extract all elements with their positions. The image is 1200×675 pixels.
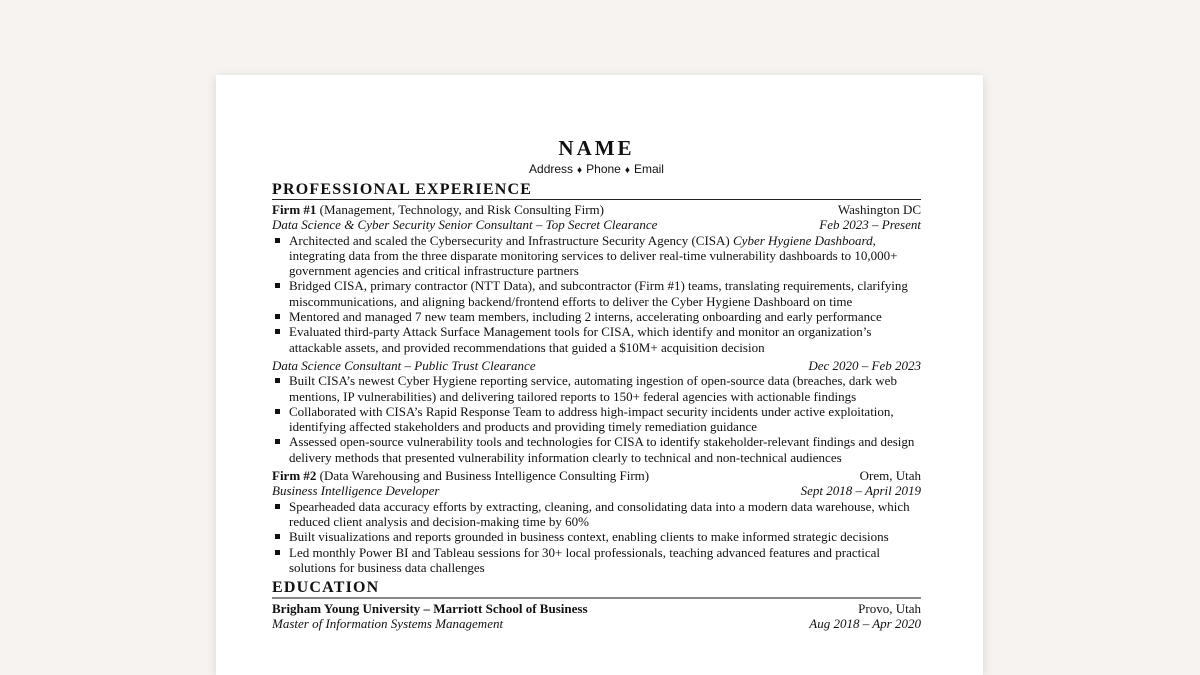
role-header <box>272 358 921 373</box>
bullet-list <box>272 233 921 355</box>
square-bullet-icon <box>275 283 280 288</box>
bullet-item <box>272 545 921 576</box>
bullet-text: Collaborated with CISA’s Rapid Response Team to address high-impact security incidents under active exploitation, identifying affected stakeholders and products and providing timely remediation guidance <box>289 403 894 435</box>
bullet-list <box>272 499 921 575</box>
bullet-item <box>272 233 921 279</box>
firm-description: (Data Warehousing and Business Intelligence Consulting Firm) <box>316 468 650 484</box>
bullet-item <box>272 434 921 465</box>
contact-email: Email <box>633 162 664 176</box>
role-header <box>272 217 921 232</box>
school-name: Brigham Young University – Marriott School of Business <box>272 601 588 617</box>
contact-phone: Phone <box>586 162 621 176</box>
square-bullet-icon <box>275 439 280 444</box>
resume-content <box>272 135 921 632</box>
section-title-experience: PROFESSIONAL EXPERIENCE <box>272 180 921 200</box>
square-bullet-icon <box>275 238 280 243</box>
bullet-text: Architected and scaled the Cybersecurity and Infrastructure Security Agency (CISA) <box>289 232 734 248</box>
bullet-item <box>272 404 921 435</box>
bullet-text: Built CISA’s newest Cyber Hygiene reporting service, automating ingestion of open-source data (breaches, dark web mentions, IP vulnerabilities) and delivering tailored reports to 150+ federal agencies with actionable findings <box>289 373 897 404</box>
bullet-text: Bridged CISA, primary contractor (NTT Data), and subcontractor (Firm #1) teams, translating requirements, clarifying miscommunications, and aligning backend/frontend efforts to deliver the Cyber Hygiene Dashboard on time <box>289 278 908 309</box>
role-dates: Feb 2023 – Present <box>819 217 921 233</box>
diamond-separator-icon: ♦ <box>624 165 630 176</box>
firm-header <box>272 202 921 217</box>
bullet-item <box>272 324 921 355</box>
firm-location: Orem, Utah <box>859 468 921 484</box>
square-bullet-icon <box>275 378 280 383</box>
bullet-text: Evaluated third-party Attack Surface Management tools for CISA, which identify and monitor an organization’s attackable assets, and provided recommendations that guided a $10M+ acquisition decision <box>289 324 872 355</box>
bullet-item <box>272 373 921 404</box>
degree-header <box>272 616 921 631</box>
square-bullet-icon <box>275 314 280 319</box>
role-title: Business Intelligence Developer <box>272 483 440 499</box>
school-header <box>272 601 921 616</box>
square-bullet-icon <box>275 409 280 414</box>
degree-title: Master of Information Systems Management <box>272 616 504 632</box>
firm-name: Firm #1 <box>272 202 317 217</box>
bullet-item <box>272 529 921 544</box>
degree-dates: Aug 2018 – Apr 2020 <box>809 616 921 632</box>
resume-name: NAME <box>558 136 635 160</box>
bullet-text: Built visualizations and reports grounded in business context, enabling clients to make informed strategic decisions <box>289 529 889 545</box>
bullet-item <box>272 309 921 324</box>
square-bullet-icon <box>275 504 280 509</box>
firm-name-line <box>272 468 649 483</box>
firm-location: Washington DC <box>837 202 921 217</box>
resume-page <box>216 75 983 675</box>
square-bullet-icon <box>275 534 280 539</box>
bullet-text: Mentored and managed 7 new team members, including 2 interns, accelerating onboarding and early performance <box>289 309 882 325</box>
role-dates: Dec 2020 – Feb 2023 <box>808 357 921 373</box>
section-title-education: EDUCATION <box>272 578 921 599</box>
bullet-emphasis: Cyber Hygiene Dashboard <box>733 232 873 248</box>
bullet-text: Led monthly Power BI and Tableau sessions for 30+ local professionals, teaching advanced features and practical solutions for business data challenges <box>289 544 880 575</box>
diamond-separator-icon: ♦ <box>577 165 583 176</box>
square-bullet-icon <box>275 550 280 555</box>
firm-name: Firm #2 <box>272 468 317 484</box>
contact-line <box>272 161 921 177</box>
bullet-text: Assessed open-source vulnerability tools and technologies for CISA to identify stakeholder-relevant findings and design delivery methods that presented vulnerability information clearly to technical and non-technical audiences <box>289 434 915 465</box>
bullet-list <box>272 373 921 465</box>
square-bullet-icon <box>275 329 280 334</box>
firm-name-line <box>272 202 604 217</box>
contact-address: Address <box>529 162 574 176</box>
bullet-text: Spearheaded data accuracy efforts by extracting, cleaning, and consolidating data into a modern data warehouse, which reduced client analysis and decision-making time by 60% <box>289 498 910 529</box>
firm-header <box>272 468 921 483</box>
role-title: Data Science & Cyber Security Senior Consultant – Top Secret Clearance <box>272 217 658 233</box>
bullet-item <box>272 499 921 530</box>
role-header <box>272 483 921 498</box>
role-dates: Sept 2018 – April 2019 <box>800 483 921 499</box>
firm-description: (Management, Technology, and Risk Consulting Firm) <box>316 202 604 217</box>
bullet-item <box>272 278 921 309</box>
bullet-text: , integrating data from the three disparate monitoring services to deliver real-time vulnerability dashboards to 10,000+ government agencies and critical infrastructure partners <box>289 232 898 279</box>
school-location: Provo, Utah <box>858 601 921 617</box>
role-title: Data Science Consultant – Public Trust Clearance <box>272 357 536 373</box>
